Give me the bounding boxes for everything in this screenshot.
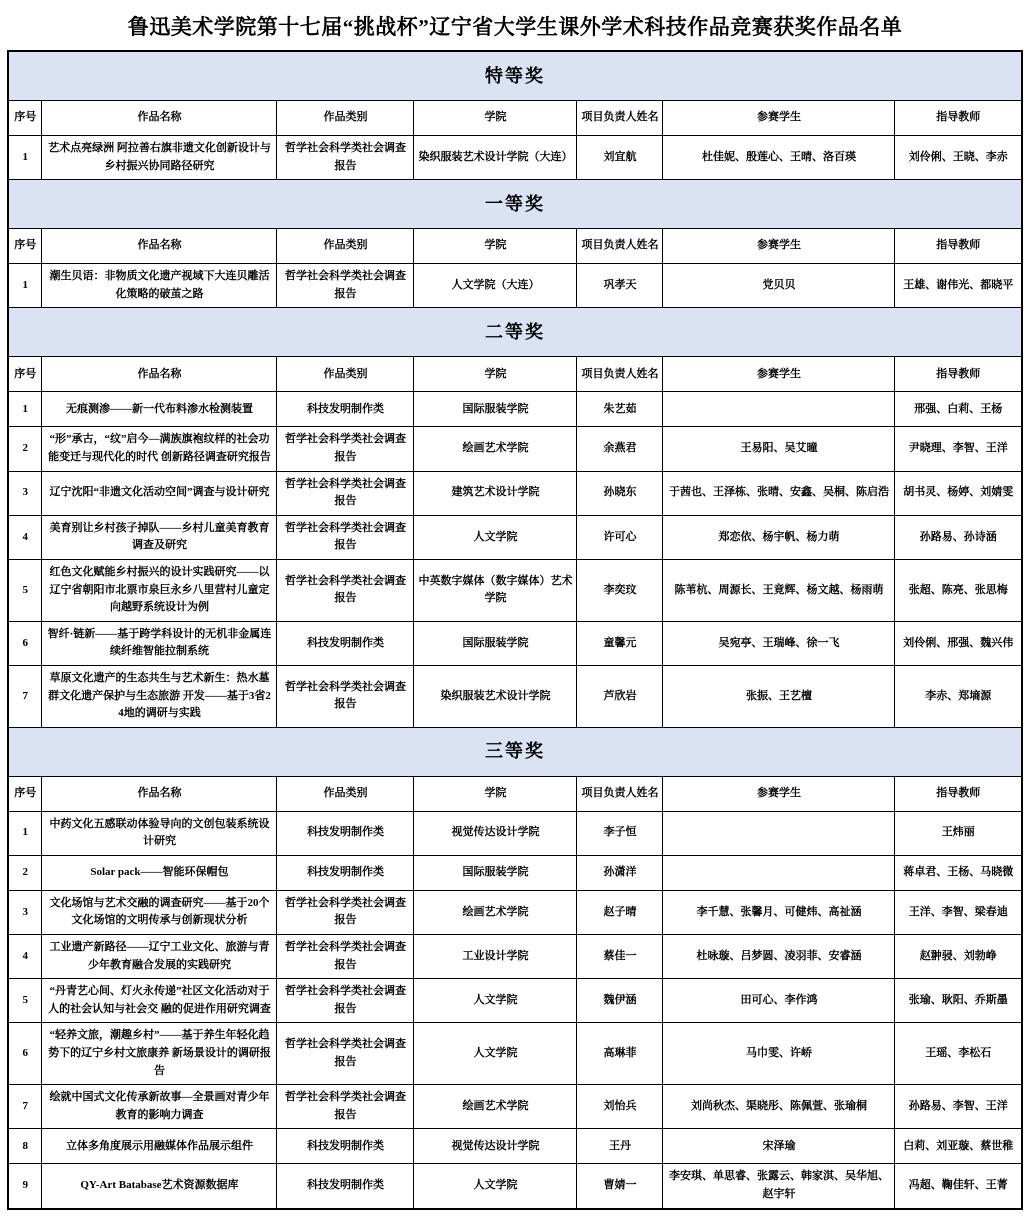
cell-category: 哲学社会科学类社会调查报告: [277, 1085, 414, 1129]
cell-teachers: 邢强、白莉、王杨: [895, 392, 1022, 427]
cell-title: “轻养文旅，潮趣乡村”——基于养生年轻化趋势下的辽宁乡村文旅康养 新场景设计的调研报告: [42, 1023, 277, 1085]
cell-category: 哲学社会科学类社会调查报告: [277, 979, 414, 1023]
column-header-category: 作品类别: [277, 776, 414, 811]
cell-students: 党贝贝: [663, 264, 895, 308]
cell-leader: 芦欣岩: [577, 665, 663, 727]
cell-college: 国际服装学院: [414, 621, 577, 665]
cell-index: 1: [8, 264, 42, 308]
column-header-row: [8, 776, 1022, 811]
cell-leader: 刘宜航: [577, 136, 663, 180]
cell-teachers: 王炜丽: [895, 811, 1022, 855]
cell-title: 红色文化赋能乡村振兴的设计实践研究——以辽宁省朝阳市北票市泉巨永乡八里营村儿童定向越野系统设计为例: [42, 559, 277, 621]
table-row: [8, 136, 1022, 180]
cell-leader: 赵子晴: [577, 890, 663, 934]
cell-category: 科技发明制作类: [277, 855, 414, 890]
cell-leader: 魏伊涵: [577, 979, 663, 1023]
column-header-row: [8, 101, 1022, 136]
column-header-students: 参赛学生: [663, 357, 895, 392]
table-row: [8, 935, 1022, 979]
table-row: [8, 1164, 1022, 1209]
table-row: [8, 427, 1022, 471]
cell-category: 哲学社会科学类社会调查报告: [277, 471, 414, 515]
cell-students: 田可心、李作鸿: [663, 979, 895, 1023]
cell-teachers: 张瑜、耿阳、乔斯墨: [895, 979, 1022, 1023]
cell-category: 哲学社会科学类社会调查报告: [277, 264, 414, 308]
cell-teachers: 冯超、鞠佳轩、王菁: [895, 1164, 1022, 1209]
column-header-teachers: 指导教师: [895, 776, 1022, 811]
cell-title: 草原文化遗产的生态共生与艺术新生：热水墓群文化遗产保护与生态旅游 开发——基于3省24地的调研与实践: [42, 665, 277, 727]
cell-category: 科技发明制作类: [277, 392, 414, 427]
cell-category: 科技发明制作类: [277, 811, 414, 855]
cell-leader: 高琳菲: [577, 1023, 663, 1085]
award-section-title: 三等奖: [8, 727, 1022, 776]
cell-category: 哲学社会科学类社会调查报告: [277, 136, 414, 180]
column-header-leader: 项目负责人姓名: [577, 357, 663, 392]
cell-leader: 蔡佳一: [577, 935, 663, 979]
cell-teachers: 刘伶俐、王晓、李赤: [895, 136, 1022, 180]
cell-teachers: 李赤、郑墒源: [895, 665, 1022, 727]
cell-title: “丹青艺心间、灯火永传递”社区文化活动对于人的社会认知与社会交 融的促进作用研究调查: [42, 979, 277, 1023]
table-row: [8, 515, 1022, 559]
cell-college: 建筑艺术设计学院: [414, 471, 577, 515]
cell-teachers: 胡书灵、杨婷、刘婧雯: [895, 471, 1022, 515]
cell-teachers: 蒋卓君、王杨、马晓微: [895, 855, 1022, 890]
column-header-teachers: 指导教师: [895, 357, 1022, 392]
cell-leader: 曹婧一: [577, 1164, 663, 1209]
cell-teachers: 赵翀骎、刘勃峥: [895, 935, 1022, 979]
cell-category: 科技发明制作类: [277, 1129, 414, 1164]
cell-teachers: 王瑶、李松石: [895, 1023, 1022, 1085]
table-row: [8, 979, 1022, 1023]
cell-students: [663, 855, 895, 890]
cell-college: 人文学院: [414, 515, 577, 559]
awards-table-body: [8, 51, 1022, 1209]
column-header-category: 作品类别: [277, 229, 414, 264]
cell-index: 3: [8, 471, 42, 515]
cell-leader: 王丹: [577, 1129, 663, 1164]
cell-college: 绘画艺术学院: [414, 427, 577, 471]
table-row: [8, 559, 1022, 621]
cell-title: 潮生贝语：非物质文化遗产视域下大连贝雕活化策略的破茧之路: [42, 264, 277, 308]
cell-index: 5: [8, 979, 42, 1023]
cell-category: 哲学社会科学类社会调查报告: [277, 935, 414, 979]
cell-category: 科技发明制作类: [277, 1164, 414, 1209]
cell-index: 7: [8, 665, 42, 727]
page-title: 鲁迅美术学院第十七届“挑战杯”辽宁省大学生课外学术科技作品竞赛获奖作品名单: [127, 15, 903, 39]
cell-college: 人文学院（大连）: [414, 264, 577, 308]
cell-title: 绘就中国式文化传承新故事—全景画对青少年教育的影响力调查: [42, 1085, 277, 1129]
cell-teachers: 孙路易、李智、王洋: [895, 1085, 1022, 1129]
cell-category: 哲学社会科学类社会调查报告: [277, 515, 414, 559]
cell-college: 视觉传达设计学院: [414, 1129, 577, 1164]
cell-students: 于茜也、王泽栋、张晴、安鑫、吴桐、陈启浩: [663, 471, 895, 515]
cell-index: 7: [8, 1085, 42, 1129]
column-header-row: [8, 229, 1022, 264]
cell-category: 科技发明制作类: [277, 621, 414, 665]
cell-index: 6: [8, 1023, 42, 1085]
cell-index: 9: [8, 1164, 42, 1209]
cell-college: 工业设计学院: [414, 935, 577, 979]
cell-index: 5: [8, 559, 42, 621]
cell-category: 哲学社会科学类社会调查报告: [277, 1023, 414, 1085]
column-header-category: 作品类别: [277, 101, 414, 136]
column-header-college: 学院: [414, 357, 577, 392]
cell-title: 文化场馆与艺术交融的调查研究——基于20个文化场馆的文明传承与创新现状分析: [42, 890, 277, 934]
table-row: [8, 665, 1022, 727]
cell-leader: 李子恒: [577, 811, 663, 855]
cell-college: 视觉传达设计学院: [414, 811, 577, 855]
cell-title: Solar pack——智能环保帽包: [42, 855, 277, 890]
cell-college: 中英数字媒体（数字媒体）艺术学院: [414, 559, 577, 621]
cell-index: 1: [8, 811, 42, 855]
column-header-index: 序号: [8, 776, 42, 811]
cell-college: 国际服装学院: [414, 855, 577, 890]
cell-title: 美育别让乡村孩子掉队——乡村儿童美育教育调查及研究: [42, 515, 277, 559]
column-header-students: 参赛学生: [663, 101, 895, 136]
cell-index: 6: [8, 621, 42, 665]
table-row: [8, 1023, 1022, 1085]
table-row: [8, 811, 1022, 855]
cell-title: QY-Art Batabase艺术资源数据库: [42, 1164, 277, 1209]
table-row: [8, 1129, 1022, 1164]
cell-leader: 李奕玟: [577, 559, 663, 621]
cell-college: 人文学院: [414, 1164, 577, 1209]
cell-teachers: 王洋、李智、梁春迪: [895, 890, 1022, 934]
cell-teachers: 刘伶俐、邢强、魏兴伟: [895, 621, 1022, 665]
cell-students: 张振、王艺檀: [663, 665, 895, 727]
column-header-title: 作品名称: [42, 357, 277, 392]
award-section-title: 一等奖: [8, 180, 1022, 229]
column-header-leader: 项目负责人姓名: [577, 776, 663, 811]
cell-teachers: 孙路易、孙诗涵: [895, 515, 1022, 559]
cell-students: 陈苇杭、周源长、王竟辉、杨文越、杨雨萌: [663, 559, 895, 621]
cell-students: 王易阳、吴艾曈: [663, 427, 895, 471]
cell-students: 李千慧、张馨月、可健炜、高祉涵: [663, 890, 895, 934]
cell-leader: 孙晓东: [577, 471, 663, 515]
cell-students: 刘尚秋杰、渠晓彤、陈佩萱、张瑜桐: [663, 1085, 895, 1129]
column-header-index: 序号: [8, 229, 42, 264]
cell-title: 立体多角度展示用融媒体作品展示组件: [42, 1129, 277, 1164]
table-row: [8, 855, 1022, 890]
cell-leader: 余燕君: [577, 427, 663, 471]
cell-students: [663, 392, 895, 427]
cell-college: 绘画艺术学院: [414, 890, 577, 934]
cell-college: 人文学院: [414, 1023, 577, 1085]
cell-students: 李安琪、单思睿、张露云、韩家淇、吴华旭、赵宇轩: [663, 1164, 895, 1209]
cell-leader: 许可心: [577, 515, 663, 559]
cell-teachers: 王雄、谢伟光、都晓平: [895, 264, 1022, 308]
cell-title: 智纤·链新——基于跨学科设计的无机非金属连续纤维智能拉制系统: [42, 621, 277, 665]
cell-index: 2: [8, 855, 42, 890]
cell-teachers: 尹晓理、李智、王洋: [895, 427, 1022, 471]
award-section-title: 特等奖: [8, 51, 1022, 101]
column-header-college: 学院: [414, 229, 577, 264]
cell-category: 哲学社会科学类社会调查报告: [277, 665, 414, 727]
cell-leader: 刘怡兵: [577, 1085, 663, 1129]
award-band-row: [8, 727, 1022, 776]
cell-college: 染织服装艺术设计学院（大连）: [414, 136, 577, 180]
award-band-row: [8, 308, 1022, 357]
cell-students: 杜咏璇、吕梦圆、凌羽菲、安睿涵: [663, 935, 895, 979]
column-header-teachers: 指导教师: [895, 101, 1022, 136]
document-page: [0, 11, 1030, 1210]
cell-teachers: 白莉、刘亚璇、蔡世稚: [895, 1129, 1022, 1164]
cell-students: 马巾雯、许峤: [663, 1023, 895, 1085]
cell-category: 哲学社会科学类社会调查报告: [277, 890, 414, 934]
cell-students: [663, 811, 895, 855]
cell-title: 艺术点亮绿洲 阿拉善右旗非遗文化创新设计与乡村振兴协同路径研究: [42, 136, 277, 180]
table-row: [8, 621, 1022, 665]
table-row: [8, 471, 1022, 515]
award-band-row: [8, 180, 1022, 229]
cell-index: 4: [8, 935, 42, 979]
column-header-row: [8, 357, 1022, 392]
cell-category: 哲学社会科学类社会调查报告: [277, 427, 414, 471]
table-row: [8, 1085, 1022, 1129]
cell-college: 国际服装学院: [414, 392, 577, 427]
column-header-leader: 项目负责人姓名: [577, 229, 663, 264]
cell-title: “形”承古，“纹”启今—满族旗袍纹样的社会功能变迁与现代化的时代 创新路径调查研究报告: [42, 427, 277, 471]
cell-teachers: 张超、陈亮、张思梅: [895, 559, 1022, 621]
cell-index: 2: [8, 427, 42, 471]
column-header-college: 学院: [414, 776, 577, 811]
column-header-students: 参赛学生: [663, 229, 895, 264]
cell-title: 工业遗产新路径——辽宁工业文化、旅游与青少年教育融合发展的实践研究: [42, 935, 277, 979]
cell-students: 杜佳妮、殷莲心、王晴、洛百瑛: [663, 136, 895, 180]
cell-index: 8: [8, 1129, 42, 1164]
cell-college: 绘画艺术学院: [414, 1085, 577, 1129]
column-header-index: 序号: [8, 101, 42, 136]
column-header-category: 作品类别: [277, 357, 414, 392]
cell-leader: 孙潇洋: [577, 855, 663, 890]
table-row: [8, 890, 1022, 934]
table-row: [8, 264, 1022, 308]
cell-index: 4: [8, 515, 42, 559]
column-header-leader: 项目负责人姓名: [577, 101, 663, 136]
cell-students: 郑恋依、杨宇帆、杨力萌: [663, 515, 895, 559]
table-row: [8, 392, 1022, 427]
cell-leader: 巩孝天: [577, 264, 663, 308]
column-header-teachers: 指导教师: [895, 229, 1022, 264]
award-band-row: [8, 51, 1022, 101]
cell-title: 中药文化五感联动体验导向的文创包装系统设计研究: [42, 811, 277, 855]
cell-leader: 童馨元: [577, 621, 663, 665]
column-header-title: 作品名称: [42, 776, 277, 811]
awards-table: [7, 50, 1023, 1210]
cell-category: 哲学社会科学类社会调查报告: [277, 559, 414, 621]
column-header-students: 参赛学生: [663, 776, 895, 811]
cell-college: 染织服装艺术设计学院: [414, 665, 577, 727]
cell-index: 1: [8, 136, 42, 180]
column-header-title: 作品名称: [42, 229, 277, 264]
column-header-index: 序号: [8, 357, 42, 392]
column-header-title: 作品名称: [42, 101, 277, 136]
award-section-title: 二等奖: [8, 308, 1022, 357]
cell-index: 3: [8, 890, 42, 934]
column-header-college: 学院: [414, 101, 577, 136]
cell-college: 人文学院: [414, 979, 577, 1023]
cell-students: 宋泽瑜: [663, 1129, 895, 1164]
cell-title: 无痕测渗——新一代布料渗水检测装置: [42, 392, 277, 427]
cell-index: 1: [8, 392, 42, 427]
cell-students: 吴宛亭、王瑞峰、徐一飞: [663, 621, 895, 665]
cell-leader: 朱艺茹: [577, 392, 663, 427]
cell-title: 辽宁沈阳“非遗文化活动空间”调查与设计研究: [42, 471, 277, 515]
